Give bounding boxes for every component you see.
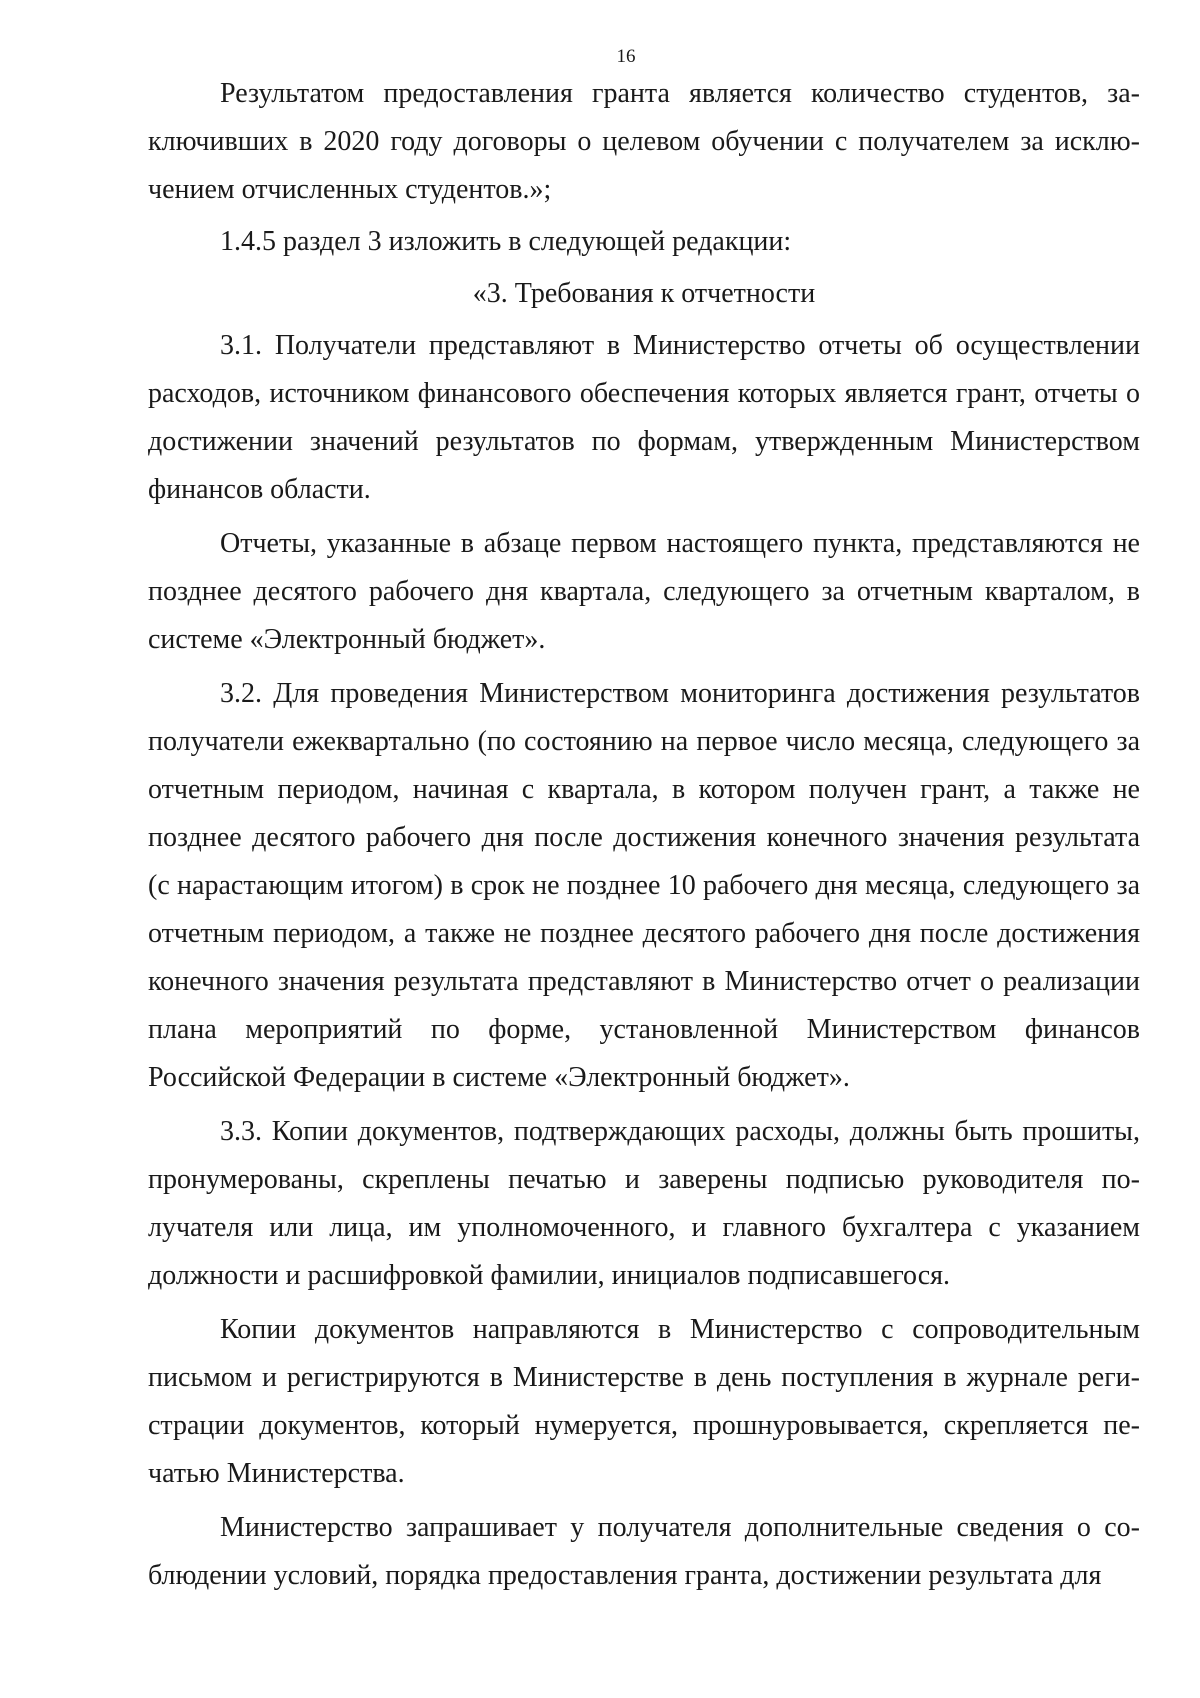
paragraph-3-2: 3.2. Для проведения Министерством мониторинга достижения результатов получатели ежеквартально (по состоянию на первое число месяца, следующего за отчетным периодом, начиная с квартала, в котором получен грант, а также не позднее десятого рабочего дня после достижения конечного значения результата (с нарастающим итогом) в срок не позднее 10 рабочего дня месяца, следующего за отчетным периодом, а также не позднее десятого рабочего дня после достижения конечного значения результата представляют в Министерство отчет о реализации плана мероприятий по форме, установленной Министерством финансов Российской Федерации в системе «Электронный бюджет». [148,678,1140,1093]
paragraph-section-3-amendment: 1.4.5 раздел 3 изложить в следующей редакции: [220,226,792,257]
document-body [148,70,1140,1604]
paragraph-grant-result: Результатом предоставления гранта является количество студентов, заключивших в 2020 году договоры о целевом обучении с получателем за исключением отчисленных студентов.»; [148,78,1140,205]
section-heading: «3. Требования к отчетности [472,278,816,309]
paragraph-3-1: 3.1. Получатели представляют в Министерство отчеты об осуществлении расходов, источником финансового обеспечения которых является грант, отчеты о достижении значений результатов по формам, утвержденным Министерством финансов области. [148,330,1140,505]
paragraph-copies-submission: Копии документов направляются в Министерство с сопроводительным письмом и регистрируются в Министерстве в день поступления в журнале регистрации документов, который нумеруется, прошнуровывается, скрепляется печатью Министерства. [148,1314,1140,1489]
paragraph-ministry-request: Министерство запрашивает у получателя дополнительные сведения о соблюдении условий, порядка предоставления гранта, достижении результата для [148,1512,1140,1591]
page-number: 16 [616,46,636,67]
paragraph-3-3: 3.3. Копии документов, подтверждающих расходы, должны быть прошиты, пронумерованы, скреплены печатью и заверены подписью руководителя получателя или лица, им уполномоченного, и главного бухгалтера с указанием должности и расшифровкой фамилии, инициалов подписавшегося. [148,1116,1140,1291]
paragraph-reports-deadline: Отчеты, указанные в абзаце первом настоящего пункта, представляются не позднее десятого рабочего дня квартала, следующего за отчетным кварталом, в системе «Электронный бюджет». [148,528,1140,655]
